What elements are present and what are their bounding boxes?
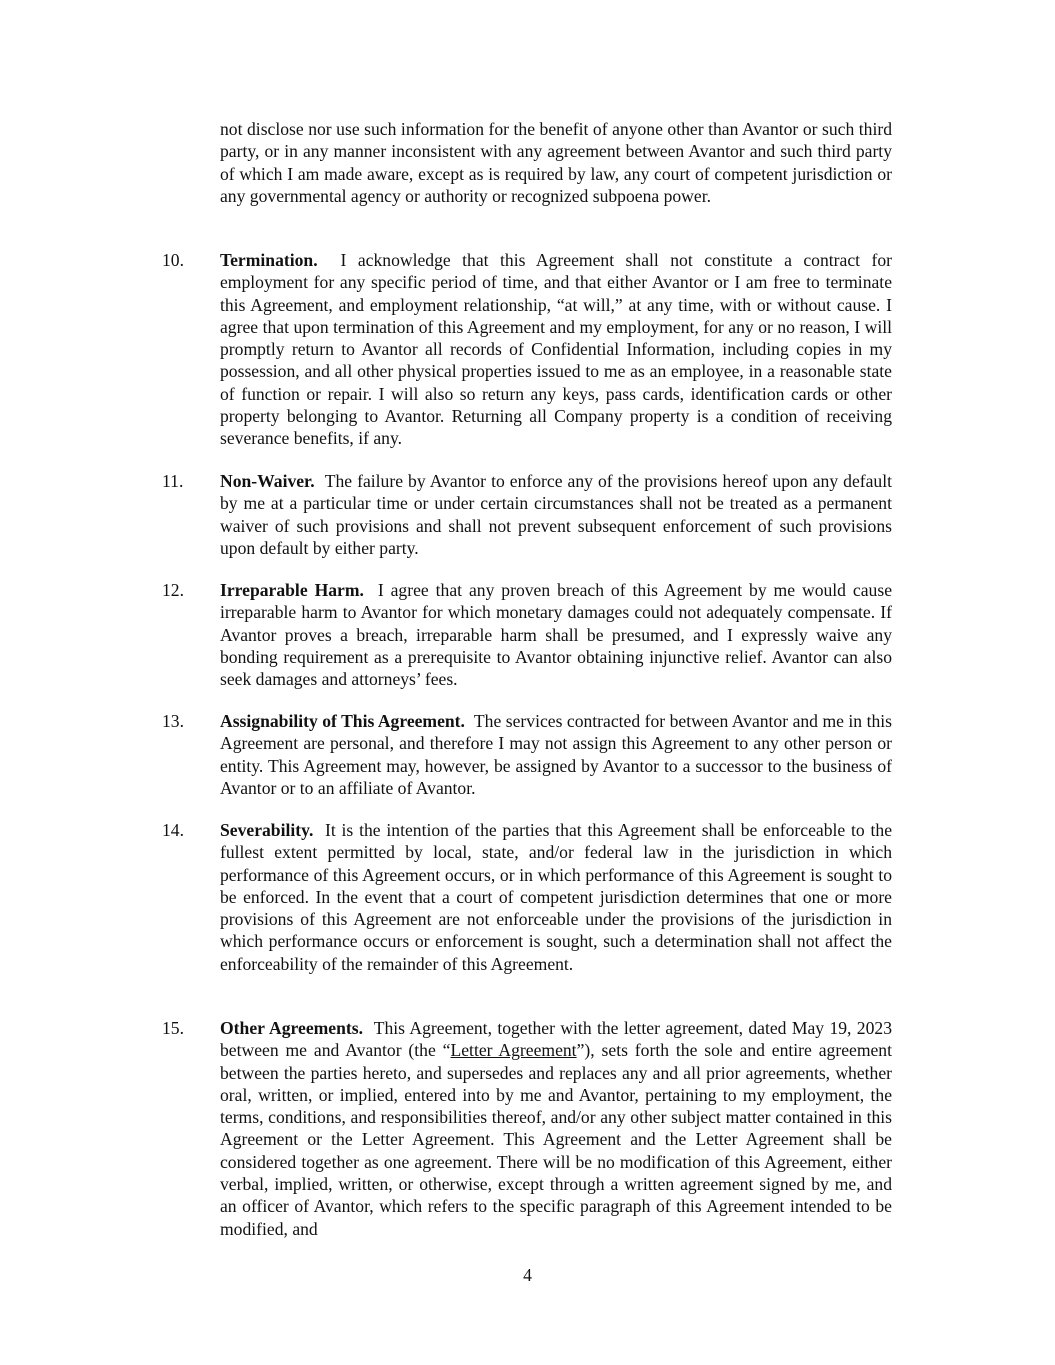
section-13-number: 13. — [162, 711, 184, 731]
section-11-text: The failure by Avantor to enforce any of the provisions hereof upon any default by me at a particular time or under certain circumstances shall not be treated as a permanent waiver of such provisions and shall not prevent subsequent enforcement of such provisions upon default by either party. — [220, 471, 892, 558]
section-10-paragraph — [220, 249, 892, 450]
section-15-number: 15. — [162, 1018, 184, 1038]
section-12-text: I agree that any proven breach of this Agreement by me would cause irreparable harm to Avantor for which monetary damages could not adequately compensate. If Avantor proves a breach, irreparable harm shall be presumed, and I expressly waive any bonding requirement as a prerequisite to Avantor obtaining injunctive relief. Avantor can also seek damages and attorneys’ fees. — [220, 580, 892, 690]
letter-agreement-defined-term: Letter Agreement — [450, 1040, 577, 1061]
section-12-number: 12. — [162, 580, 184, 600]
page-number: 4 — [523, 1265, 532, 1285]
section-11-heading: Non-Waiver. — [220, 471, 315, 491]
intro-paragraph: not disclose nor use such information for the benefit of anyone other than Avantor or such third party, or in any manner inconsistent with any agreement between Avantor and such third party of which I am made aware, except as is required by law, any court of competent jurisdiction or any governmental agency or authority or recognized subpoena power. — [220, 119, 892, 206]
section-14-number: 14. — [162, 820, 184, 840]
section-15-paragraph — [220, 1017, 892, 1240]
section-11-paragraph — [220, 470, 892, 559]
section-13-text: The services contracted for between Avantor and me in this Agreement are personal, and therefore I may not assign this Agreement to any other person or entity. This Agreement may, however, be assigned by Avantor to a successor to the business of Avantor or to an affiliate of Avantor. — [220, 711, 893, 798]
section-10-text: I acknowledge that this Agreement shall not constitute a contract for employment for any specific period of time, and that either Avantor or I am free to terminate this Agreement, and employment relationship, “at will,” at any time, with or without cause. I agree that upon termination of this Agreement and my employment, for any or no reason, I will promptly return to Avantor all records of Confidential Information, including copies in my possession, and all other physical properties issued to me as an employee, in a reasonable state of function or repair. I will also so return any keys, pass cards, identification cards or other property belonging to Avantor. Returning all Company property is a condition of receiving severance benefits, if any. — [220, 250, 893, 449]
section-14-heading: Severability. — [220, 820, 314, 840]
section-15-heading: Other Agreements. — [220, 1018, 363, 1038]
section-10-heading: Termination. — [220, 250, 318, 270]
section-15-text-after: ”), sets forth the sole and entire agreement between the parties hereto, and supersedes and replaces any and all prior agreements, whether oral, written, or implied, entered into by me and Avantor, pertaining to my employment, the terms, conditions, and responsibilities thereof, and/or any other subject matter contained in this Agreement or the Letter Agreement. This Agreement and the Letter Agreement shall be considered together as one agreement. There will be no modification of this Agreement, either verbal, implied, written, or otherwise, except through a written agreement signed by me, and an officer of Avantor, which refers to the specific paragraph of this Agreement intended to be modified, and — [220, 1040, 892, 1239]
section-13-heading: Assignability of This Agreement. — [220, 711, 465, 731]
section-15-text-before: This Agreement, together with the letter agreement, dated May 19, 2023 between me and Avantor (the “ — [220, 1018, 892, 1061]
section-14-text: It is the intention of the parties that this Agreement shall be enforceable to the fullest extent permitted by local, state, and/or federal law in the jurisdiction in which performance of this Agreement occurs, or in which performance of this Agreement is sought to be enforced. In the event that a court of competent jurisdiction determines that one or more provisions of this Agreement are not enforceable under the provisions of the jurisdiction in which performance occurs or enforcement is sought, such a determination shall not affect the enforceability of the remainder of this Agreement. — [220, 820, 893, 974]
section-13-paragraph — [220, 710, 892, 799]
section-12-paragraph — [220, 579, 892, 690]
section-10-number: 10. — [162, 250, 184, 270]
section-12-heading: Irreparable Harm. — [220, 580, 364, 600]
section-11-number: 11. — [162, 471, 184, 491]
section-14-paragraph — [220, 819, 892, 975]
